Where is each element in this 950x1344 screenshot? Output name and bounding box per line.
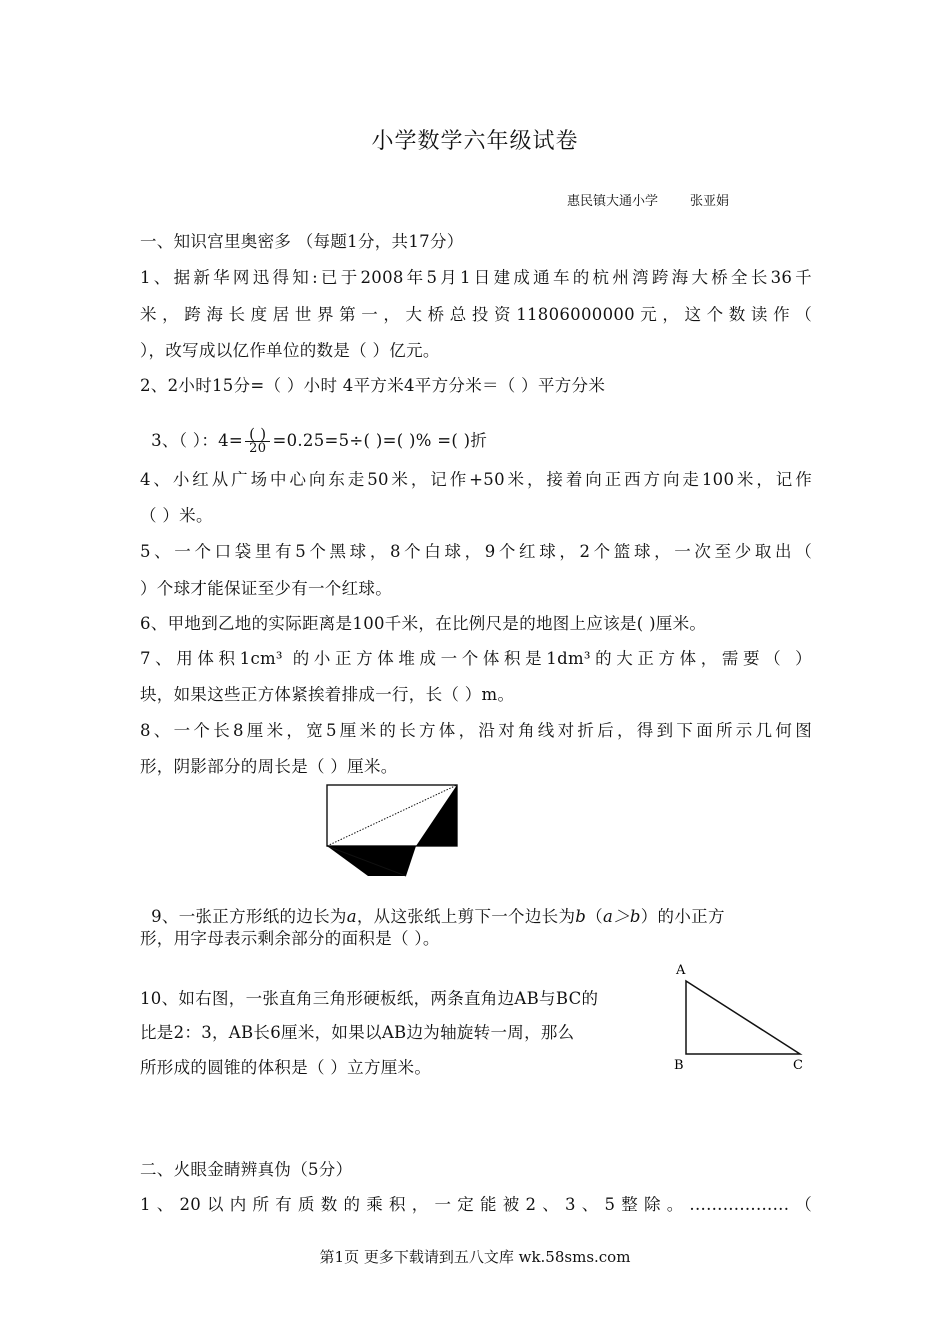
q10-line2: 比是2：3，AB长6厘米，如果以AB边为轴旋转一周，那么 <box>140 1023 575 1042</box>
q9-text-c: （ <box>586 907 603 926</box>
q1-line3: ），改写成以亿作单位的数是（ ）亿元。 <box>140 341 440 360</box>
q9-text-d: ）的小正方 <box>640 907 725 926</box>
q1-line2: 米，跨海长度居世界第一，大桥总投资11806000000元，这个数读作（ <box>140 305 812 324</box>
vertex-a-label: A <box>676 963 686 978</box>
author-line <box>567 190 729 209</box>
q3-fraction-denominator: 20 <box>249 441 267 456</box>
q3-prefix: 3、（ ）：4= <box>151 431 244 450</box>
shaded-bottom-triangle <box>327 846 416 876</box>
q10-line1: 10、如右图，一张直角三角形硬板纸，两条直角边AB与BC的 <box>140 989 599 1008</box>
page-title: 小学数学六年级试卷 <box>371 129 579 154</box>
q4-line2: （ ）米。 <box>140 506 213 525</box>
section1-heading: 一、知识宫里奥密多 （每题1分，共17分） <box>140 232 464 251</box>
s2-q1: 1、20以内所有质数的乘积，一定能被2、3、5整除。..................（ <box>140 1195 812 1214</box>
q1-line1: 1、据新华网迅得知:已于2008年5月1日建成通车的杭州湾跨海大桥全长36千 <box>140 268 812 287</box>
q9-var-a: a <box>346 907 357 926</box>
q5-line2: ）个球才能保证至少有一个红球。 <box>140 579 392 598</box>
triangle-abc <box>686 981 800 1054</box>
q9-text-a: 9、一张正方形纸的边长为 <box>151 907 347 926</box>
q6: 6、甲地到乙地的实际距离是100千米，在比例尺是的地图上应该是( )厘米。 <box>140 614 707 633</box>
q10-line3: 所形成的圆锥的体积是（ ）立方厘米。 <box>140 1058 432 1077</box>
q7-line2: 块，如果这些正方体紧挨着排成一行，长（ ）m。 <box>140 685 515 704</box>
right-triangle-figure <box>670 958 810 1078</box>
page-footer: 第1页 更多下载请到五八文库 wk.58sms.com <box>319 1248 631 1266</box>
author-school: 惠民镇大通小学 <box>567 194 659 209</box>
q8-line2: 形，阴影部分的周长是（ ）厘米。 <box>140 757 398 776</box>
vertex-c-label: C <box>793 1058 803 1073</box>
q3-fraction-numerator: ( ) <box>245 427 270 442</box>
section2-heading: 二、火眼金睛辨真伪（5分） <box>140 1160 353 1179</box>
q3-fraction <box>245 427 270 456</box>
q3-suffix: =0.25=5÷( )=( )% =( )折 <box>272 431 488 450</box>
q3 <box>140 408 487 456</box>
q9-var-b: b <box>575 907 587 926</box>
q9-line2: 形，用字母表示剩余部分的面积是（ ）。 <box>140 929 440 948</box>
q5-line1: 5、一个口袋里有5个黑球，8个白球，9个红球，2个篮球，一次至少取出（ <box>140 542 812 561</box>
q9-line1 <box>140 884 725 927</box>
q7-line1: 7、用体积1cm³ 的小正方体堆成一个体积是1dm³的大正方体，需要（ ） <box>140 649 812 668</box>
q4-line1: 4、小红从广场中心向东走50米，记作+50米，接着向正西方向走100米，记作 <box>140 470 812 489</box>
q2: 2、2小时15分=（ ）小时 4平方米4平方分米＝（ ）平方分米 <box>140 376 606 395</box>
q9-condition: a＞b <box>602 907 641 926</box>
vertex-b-label: B <box>674 1058 684 1073</box>
author-name: 张亚娟 <box>690 194 730 209</box>
q9-text-b: ，从这张纸上剪下一个边长为 <box>356 907 576 926</box>
q8-line1: 8、一个长8厘米，宽5厘米的长方体，沿对角线对折后，得到下面所示几何图 <box>140 721 812 740</box>
folded-rectangle-figure <box>320 780 470 890</box>
